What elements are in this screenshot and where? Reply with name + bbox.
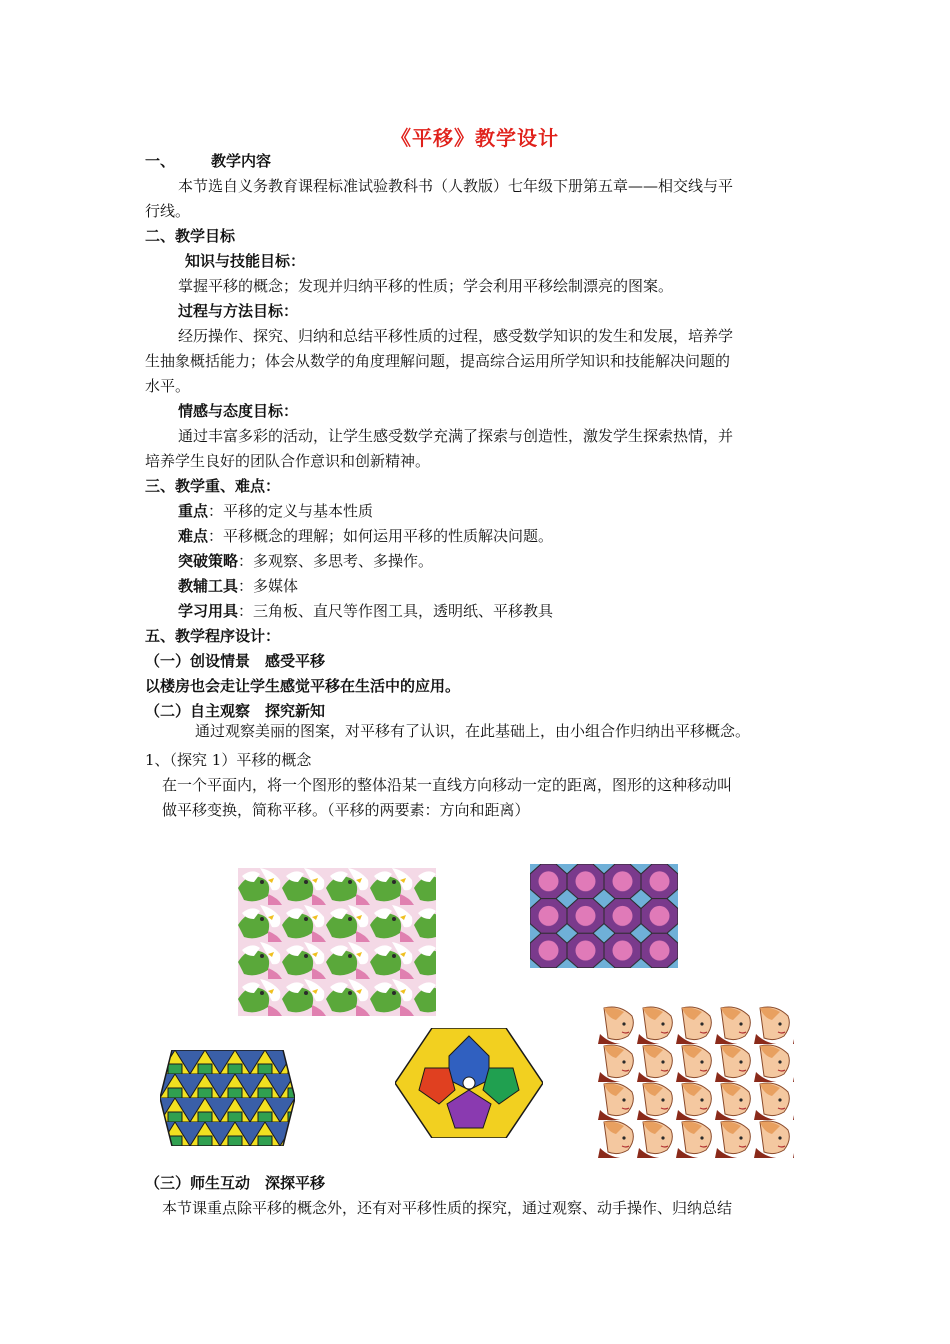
hexagon-triangle-tiling-figure	[160, 1050, 295, 1146]
subsection-1-heading: （一）创设情景 感受平移	[145, 652, 326, 670]
subsection-3-heading: （三）师生互动 深探平移	[145, 1174, 326, 1192]
difficulty-text: ：平移概念的理解；如何运用平移的性质解决问题。	[208, 527, 554, 545]
star-hexagon-tiling-figure	[395, 1028, 543, 1138]
difficulty-label: 难点	[178, 527, 209, 545]
tool-text: ：多媒体	[238, 577, 299, 595]
section-1-text-line-2: 行线。	[145, 202, 191, 220]
goal-1-title: 知识与技能目标：	[185, 252, 306, 270]
section-3-heading: 三、教学重、难点：	[145, 477, 281, 495]
tool-label: 教辅工具	[178, 577, 239, 595]
exploration-1-text-line-2: 做平移变换，简称平移。（平移的两要素：方向和距离）	[162, 801, 530, 819]
section-5-heading: 五、教学程序设计：	[145, 627, 281, 645]
goal-2-title: 过程与方法目标：	[178, 302, 299, 320]
goal-2-text-line-3: 水平。	[145, 377, 191, 395]
strategy-label: 突破策略	[178, 552, 239, 570]
difficulty-line	[178, 525, 553, 547]
page-title: 《平移》教学设计	[391, 126, 559, 150]
section-1-text-line-1: 本节选自义务教育课程标准试验教科书（人教版）七年级下册第五章——相交线与平	[178, 177, 734, 195]
key-point-label: 重点	[178, 502, 209, 520]
tool-line	[178, 575, 298, 597]
goal-2-text-line-2: 生抽象概括能力；体会从数学的角度理解问题，提高综合运用所学知识和技能解决问题的	[145, 352, 731, 370]
exploration-1-heading: 1、（探究 1）平移的概念	[145, 751, 312, 769]
subsection-2-heading: （二）自主观察 探究新知	[145, 702, 326, 720]
goal-3-text-line-2: 培养学生良好的团队合作意识和创新精神。	[145, 452, 431, 470]
key-point-line	[178, 500, 373, 522]
bird-tessellation-figure	[238, 868, 436, 1016]
exploration-1-text-line-1: 在一个平面内，将一个图形的整体沿某一直线方向移动一定的距离，图形的这种移动叫	[162, 776, 733, 794]
section-1-label: 教学内容	[211, 152, 272, 170]
face-tessellation-figure	[598, 1006, 794, 1158]
goal-1-text: 掌握平移的概念；发现并归纳平移的性质；学会利用平移绘制漂亮的图案。	[178, 277, 674, 295]
subsection-3-text: 本节课重点除平移的概念外，还有对平移性质的探究，通过观察、动手操作、归纳总结	[162, 1199, 733, 1217]
goal-3-text-line-1: 通过丰富多彩的活动，让学生感受数学充满了探索与创造性，激发学生探索热情，并	[178, 427, 734, 445]
strategy-line	[178, 550, 433, 572]
goal-3-title: 情感与态度目标：	[178, 402, 299, 420]
subsection-2-text: 通过观察美丽的图案，对平移有了认识，在此基础上，由小组合作归纳出平移概念。	[195, 722, 751, 740]
octagon-tiling-figure	[530, 864, 678, 968]
key-point-text: ：平移的定义与基本性质	[208, 502, 374, 520]
strategy-text: ：多观察、多思考、多操作。	[238, 552, 434, 570]
section-2-heading: 二、教学目标	[145, 227, 236, 245]
learning-tools-label: 学习用具	[178, 602, 239, 620]
goal-2-text-line-1: 经历操作、探究、归纳和总结平移性质的过程，感受数学知识的发生和发展，培养学	[178, 327, 734, 345]
section-1-number: 一、	[145, 152, 176, 170]
learning-tools-text: ：三角板、直尺等作图工具，透明纸、平移教具	[238, 602, 554, 620]
section-1-heading	[145, 150, 271, 172]
subsection-1-text: 以楼房也会走让学生感觉平移在生活中的应用。	[145, 677, 461, 695]
learning-tools-line	[178, 600, 553, 622]
